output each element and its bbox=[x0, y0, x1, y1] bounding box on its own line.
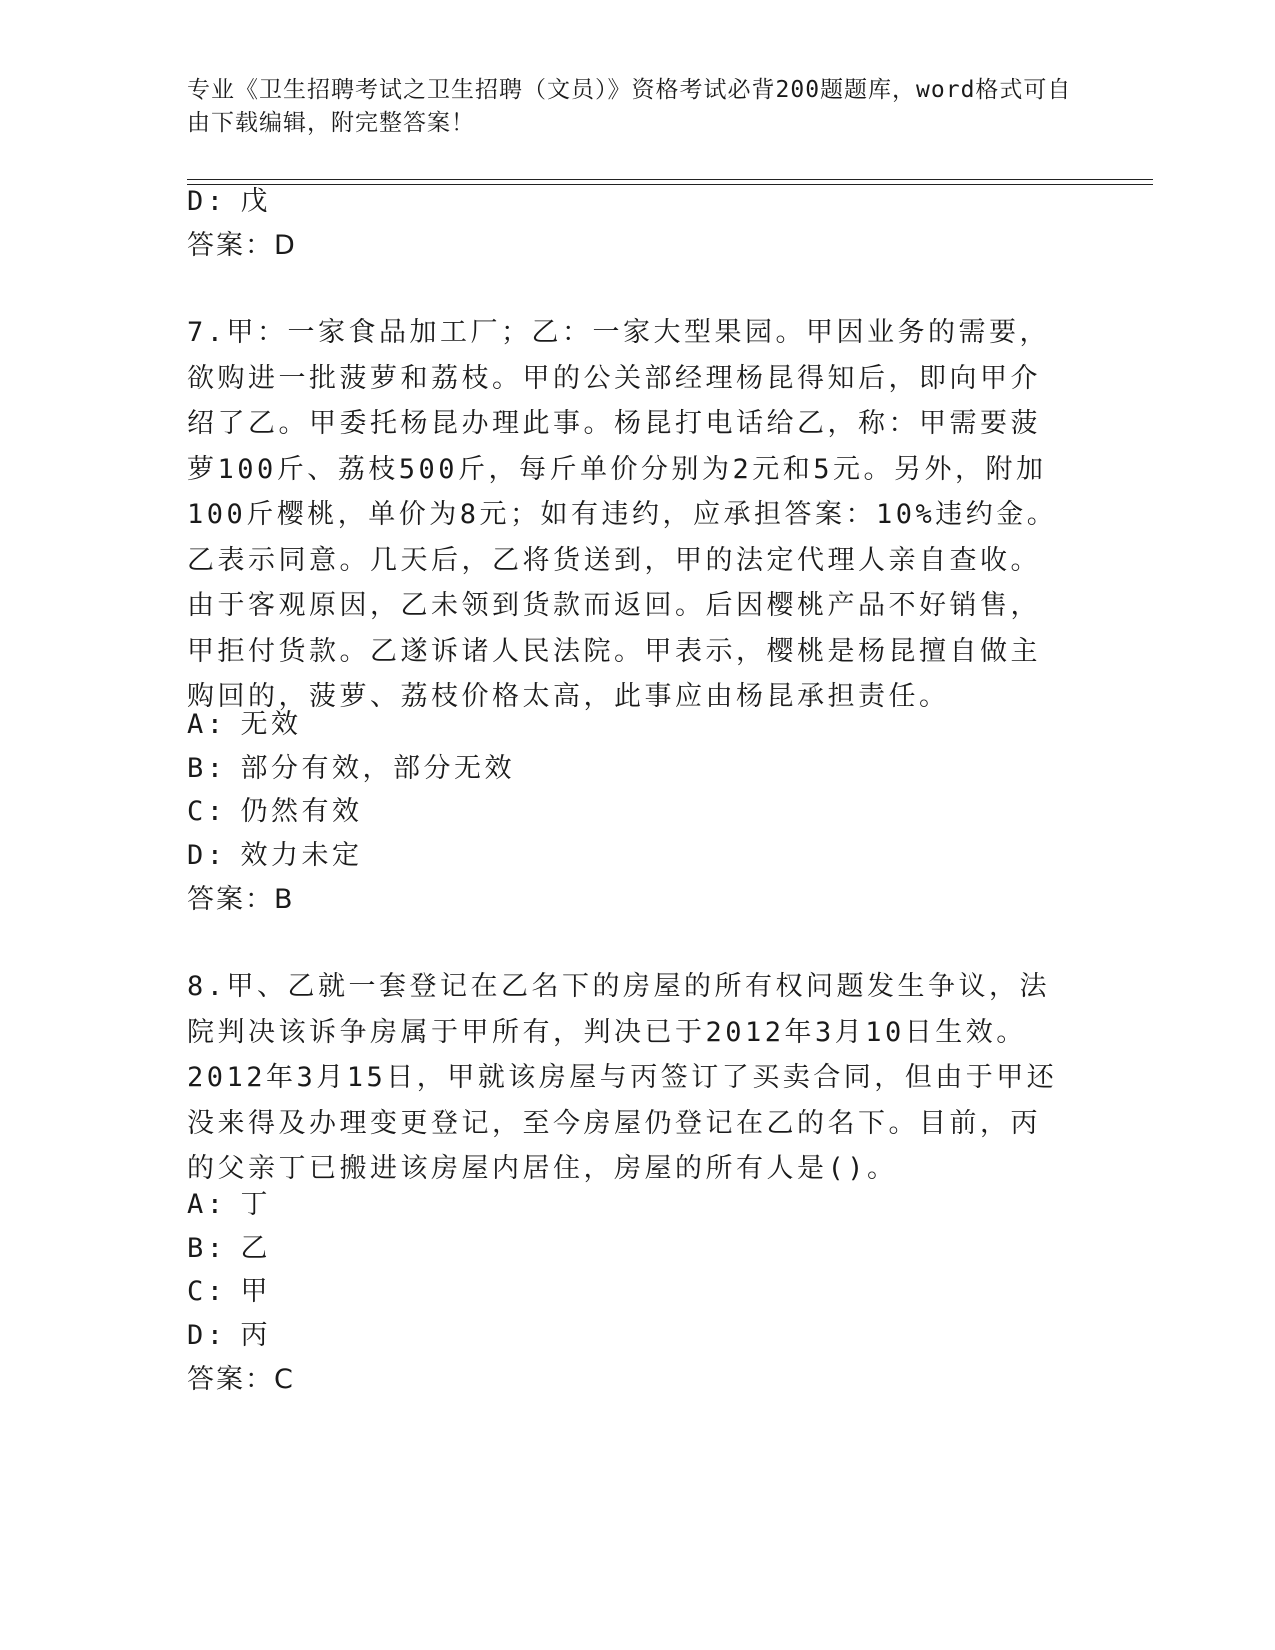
header-divider-bottom bbox=[187, 184, 1153, 185]
q7-option-c bbox=[187, 794, 363, 830]
q8-option-a bbox=[187, 1187, 271, 1223]
q8-option-d bbox=[187, 1318, 271, 1354]
prev-answer: 答案：D bbox=[187, 230, 297, 261]
option-text: 甲 bbox=[240, 1276, 272, 1307]
option-label: C: bbox=[187, 796, 227, 827]
q7-option-a bbox=[187, 707, 302, 743]
option-text: 无效 bbox=[240, 709, 302, 740]
prev-option-d bbox=[187, 184, 271, 220]
option-text: 戊 bbox=[240, 186, 272, 217]
option-label: D: bbox=[187, 1320, 227, 1351]
question-8-stem: 8.甲、乙就一套登记在乙名下的房屋的所有权问题发生争议，法院判决该诉争房属于甲所有，判决已于2012年3月10日生效。2012年3月15日，甲就该房屋与丙签订了买卖合同，但由于甲还没来得及办理变更登记，至今房屋仍登记在乙的名下。目前，丙的父亲丁已搬进该房屋内居住，房屋的所有人是()。 bbox=[187, 971, 1058, 1184]
option-label: A: bbox=[187, 1189, 227, 1220]
option-label: C: bbox=[187, 1276, 227, 1307]
q8-option-c bbox=[187, 1274, 271, 1310]
option-label: D: bbox=[187, 186, 227, 217]
option-text: 丙 bbox=[240, 1320, 272, 1351]
option-text: 仍然有效 bbox=[240, 796, 363, 827]
option-label: B: bbox=[187, 753, 227, 784]
header-divider-top bbox=[187, 179, 1153, 180]
option-text: 效力未定 bbox=[240, 840, 363, 871]
page-header: 专业《卫生招聘考试之卫生招聘（文员）》资格考试必背200题题库，word格式可自由下载编辑，附完整答案！ bbox=[187, 77, 1072, 136]
q7-answer: 答案：B bbox=[187, 884, 295, 915]
option-label: B: bbox=[187, 1233, 227, 1264]
option-text: 部分有效，部分无效 bbox=[240, 753, 516, 784]
question-7-stem: 7.甲：一家食品加工厂；乙：一家大型果园。甲因业务的需要，欲购进一批菠萝和荔枝。甲的公关部经理杨昆得知后，即向甲介绍了乙。甲委托杨昆办理此事。杨昆打电话给乙，称：甲需要菠萝100斤、荔枝500斤，每斤单价分别为2元和5元。另外，附加100斤樱桃，单价为8元；如有违约，应承担答案：10%违约金。乙表示同意。几天后，乙将货送到，甲的法定代理人亲自查收。由于客观原因，乙未领到货款而返回。后因樱桃产品不好销售，甲拒付货款。乙遂诉诸人民法院。甲表示，樱桃是杨昆擅自做主购回的，菠萝、荔枝价格太高，此事应由杨昆承担责任。 bbox=[187, 317, 1058, 712]
q7-option-d bbox=[187, 838, 363, 874]
option-label: D: bbox=[187, 840, 227, 871]
q7-option-b bbox=[187, 751, 515, 787]
option-text: 乙 bbox=[240, 1233, 272, 1264]
option-label: A: bbox=[187, 709, 227, 740]
option-text: 丁 bbox=[240, 1189, 272, 1220]
q8-option-b bbox=[187, 1231, 271, 1267]
q8-answer: 答案：C bbox=[187, 1364, 295, 1395]
